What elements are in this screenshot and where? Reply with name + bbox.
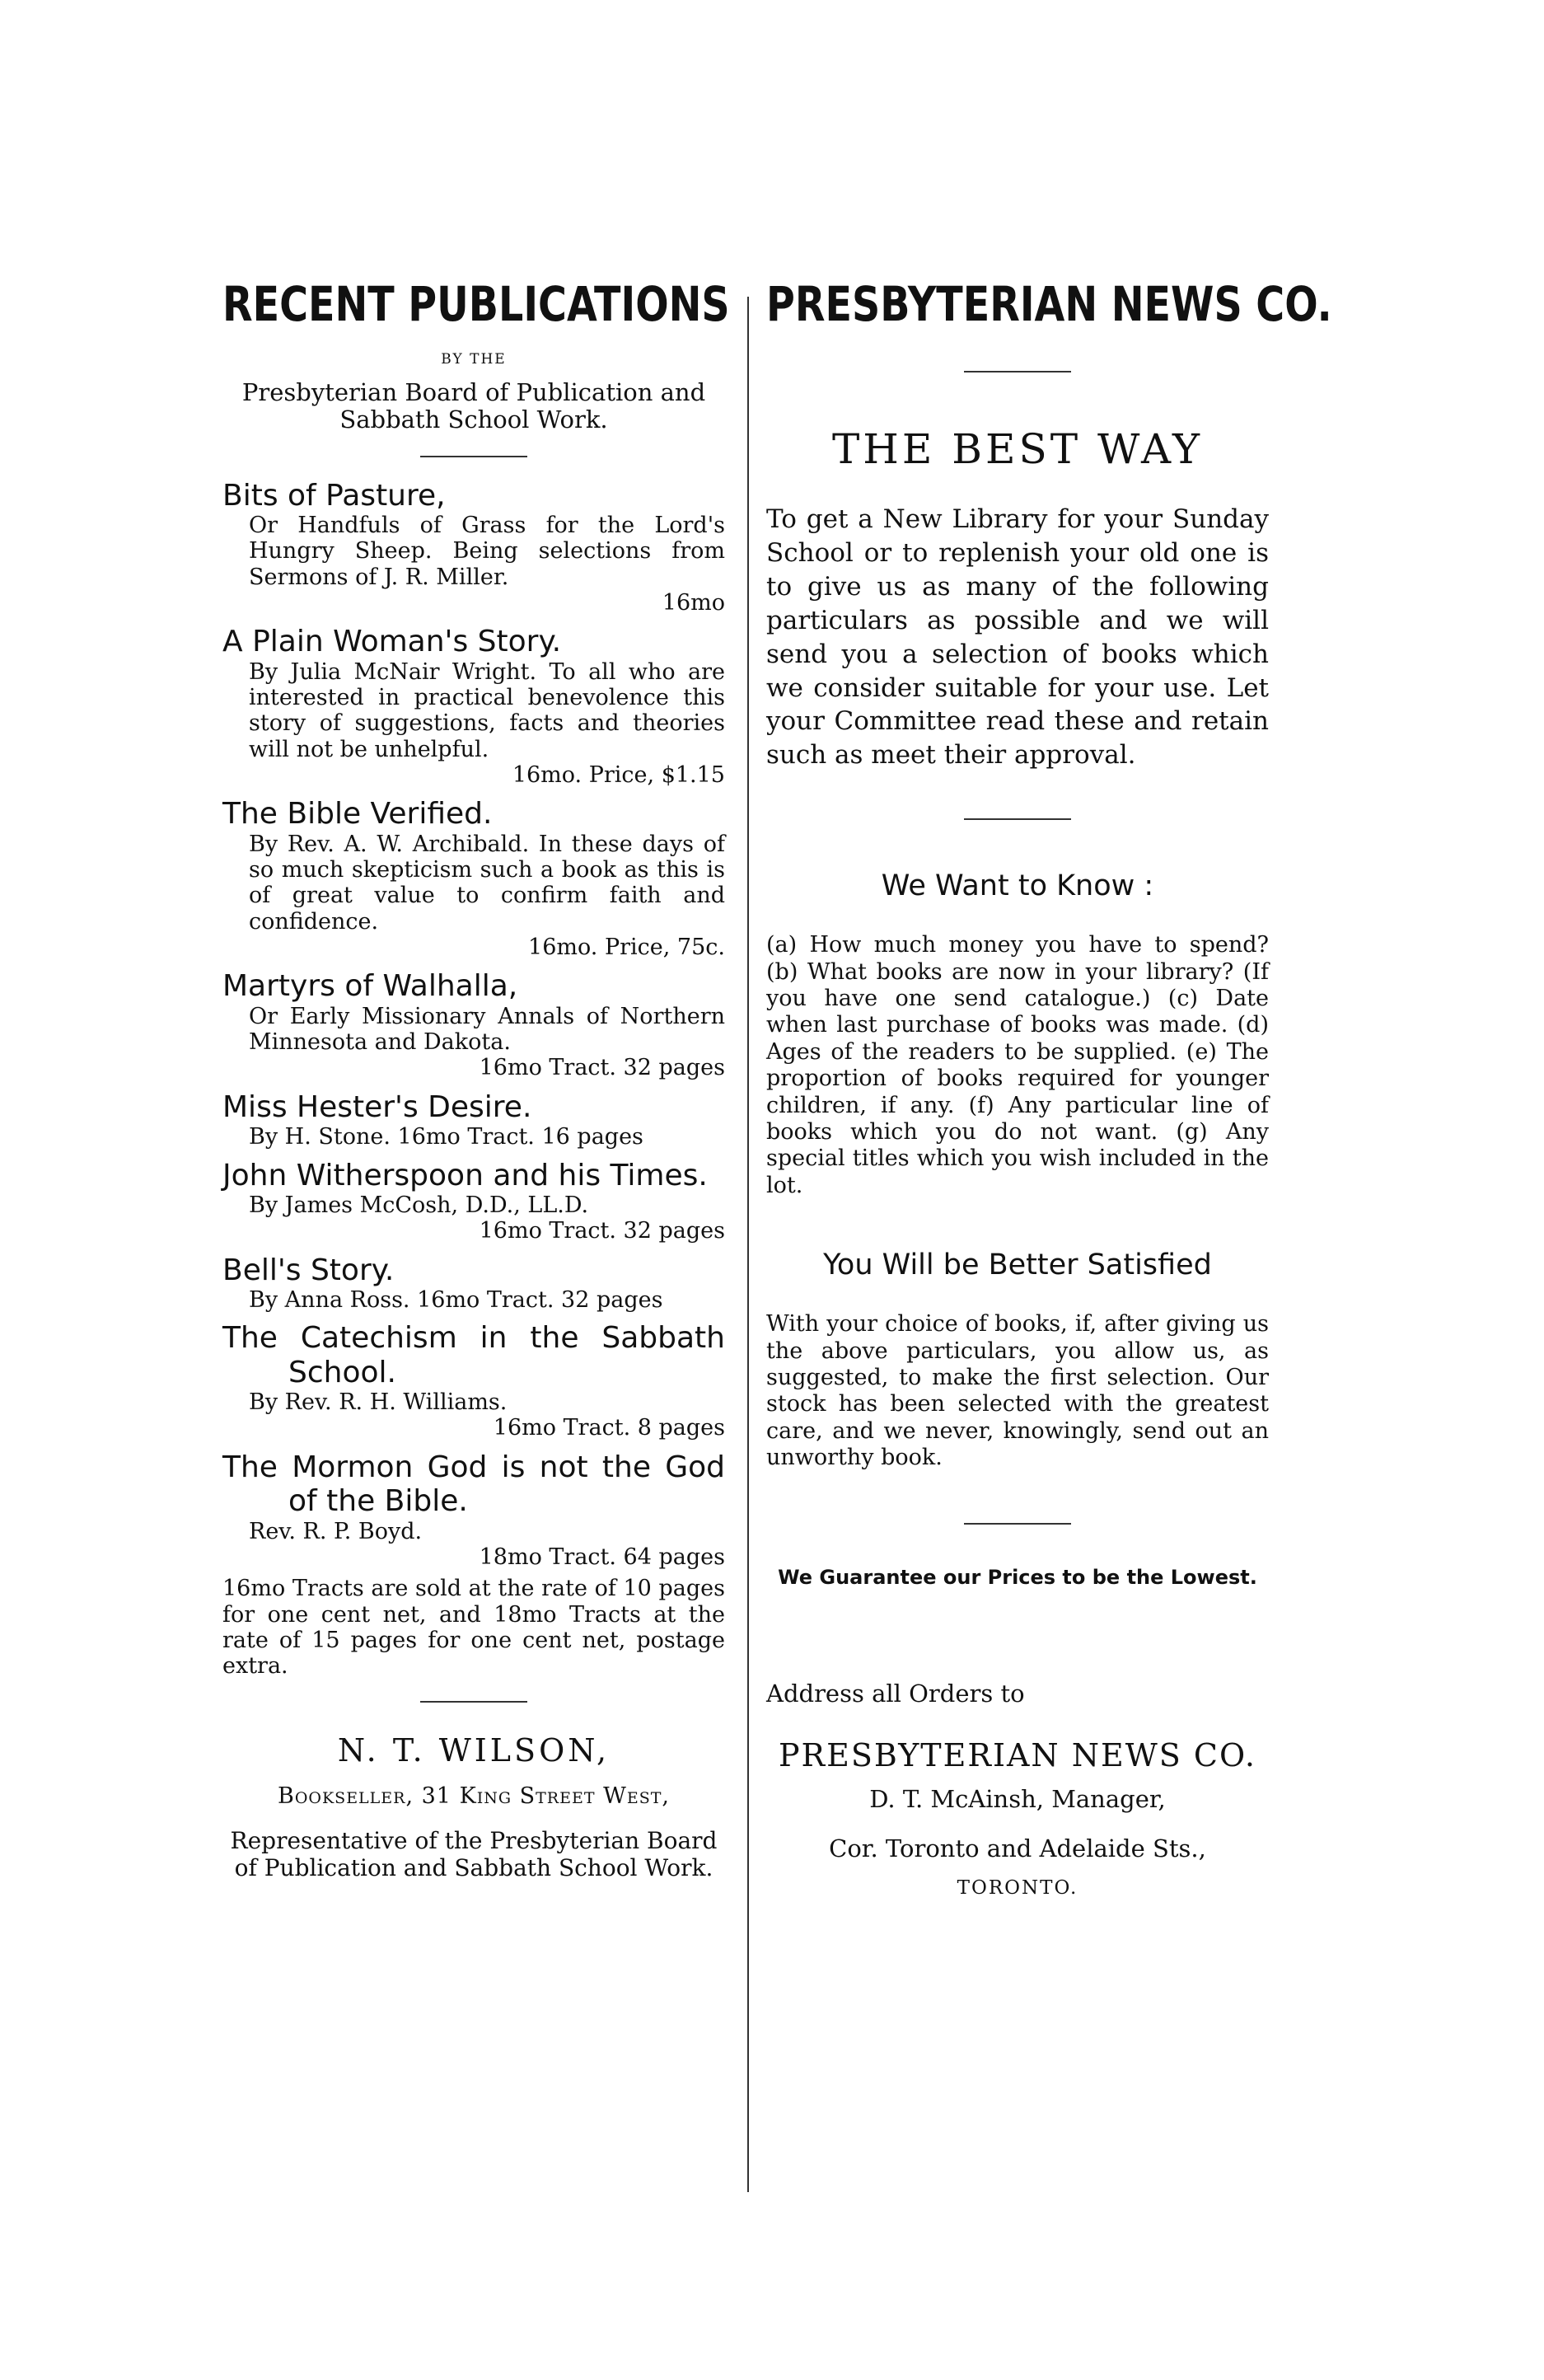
city-name: TORONTO. bbox=[957, 1876, 1078, 1899]
book-entry bbox=[222, 797, 725, 961]
divider bbox=[964, 1523, 1071, 1525]
want-to-know-heading: We Want to Know : bbox=[881, 869, 1154, 903]
right-headline: PRESBYTERIAN NEWS CO. bbox=[766, 276, 1332, 332]
price-guarantee: We Guarantee our Prices to be the Lowest. bbox=[778, 1565, 1257, 1589]
book-entry bbox=[222, 1159, 725, 1245]
manager-name: D. T. McAinsh, Manager, bbox=[869, 1784, 1166, 1813]
better-satisfied-text: With your choice of books, if, after giving us the above particulars, you allow us, as suggested, to make the first selection. Our stock has been selected with the greatest care, and we never, knowingly, send out an unworthy book. bbox=[766, 1311, 1269, 1471]
tract-pricing-note: 16mo Tracts are sold at the rate of 10 pages for one cent net, and 18mo Tracts at the rate of 15 pages for one cent net, postage extra. bbox=[222, 1576, 725, 1680]
book-format: 16mo. Price, 75c. bbox=[528, 935, 725, 961]
by-the-label: BY THE bbox=[441, 351, 507, 368]
book-description: By Rev. A. W. Archibald. In these days of so much skepticism such a book as this is of great value to confirm faith and confidence. bbox=[249, 831, 725, 935]
best-way-text: To get a New Library for your Sunday School or to replenish your old one is to give us as many of the following particulars as possible and we will send you a selection of books which we consider suitable for your use. Let your Committee read these and retain such as meet their approval. bbox=[766, 504, 1269, 771]
book-entry bbox=[222, 1321, 725, 1441]
book-description: Or Early Missionary Annals of Northern Minnesota and Dakota. bbox=[249, 1003, 725, 1056]
seller-address: Bookseller, 31 King Street West, bbox=[277, 1783, 670, 1809]
book-description: By James McCosh, D.D., LL.D. bbox=[249, 1192, 589, 1218]
seller-representative: Representative of the Presbyterian Board of Publication and Sabbath School Work. bbox=[230, 1826, 718, 1882]
book-title: The Mormon God is not the God of the Bible. bbox=[222, 1450, 725, 1519]
book-description: By Anna Ross. 16mo Tract. 32 pages bbox=[249, 1287, 663, 1314]
book-entry bbox=[222, 479, 725, 617]
book-description: Or Handfuls of Grass for the Lord's Hungry Sheep. Being selections from Sermons of J. R. Miller. bbox=[249, 513, 725, 590]
book-entry bbox=[222, 625, 725, 789]
seller-name: N. T. WILSON, bbox=[337, 1731, 611, 1769]
book-entry bbox=[222, 969, 725, 1081]
divider bbox=[420, 1701, 527, 1703]
book-description: By H. Stone. 16mo Tract. 16 pages bbox=[249, 1124, 643, 1150]
book-description: Rev. R. P. Boyd. bbox=[249, 1518, 423, 1544]
book-description: By Rev. R. H. Williams. bbox=[249, 1389, 508, 1416]
street-address: Cor. Toronto and Adelaide Sts., bbox=[829, 1834, 1206, 1862]
right-column bbox=[766, 276, 1332, 1899]
book-format: 16mo Tract. 32 pages bbox=[479, 1218, 725, 1244]
address-intro: Address all Orders to bbox=[766, 1679, 1025, 1708]
better-satisfied-heading: You Will be Better Satisfied bbox=[823, 1249, 1212, 1282]
book-entry bbox=[222, 1253, 725, 1314]
book-format: 18mo Tract. 64 pages bbox=[479, 1544, 725, 1570]
book-title: Bits of Pasture, bbox=[222, 478, 446, 513]
book-entry bbox=[222, 1450, 725, 1571]
book-format: 16mo bbox=[662, 590, 725, 616]
company-name: PRESBYTERIAN NEWS CO. bbox=[778, 1736, 1256, 1773]
book-description: By Julia McNair Wright. To all who are interested in practical benevolence this story of suggestions, facts and theories will not be unhelpful. bbox=[249, 658, 725, 762]
left-headline: RECENT PUBLICATIONS bbox=[222, 276, 730, 332]
book-entry bbox=[222, 1090, 725, 1150]
divider bbox=[964, 371, 1071, 372]
want-to-know-text: (a) How much money you have to spend? (b) What books are now in your library? (If you have one send catalogue.) (c) Date when last purchase of books was made. (d) Ages of the readers to be supplied. (e) The proportion of books required for younger children, if any. (f) Any particular line of books which you do not want. (g) Any special titles which you wish included in the lot. bbox=[766, 932, 1269, 1198]
book-title: Bell's Story. bbox=[222, 1253, 395, 1287]
divider bbox=[420, 456, 527, 457]
book-title: The Bible Verified. bbox=[222, 797, 493, 832]
book-title: The Catechism in the Sabbath School. bbox=[222, 1321, 725, 1389]
best-way-heading: THE BEST WAY bbox=[831, 425, 1204, 473]
book-title: A Plain Woman's Story. bbox=[222, 625, 562, 659]
book-title: Miss Hester's Desire. bbox=[222, 1089, 532, 1124]
left-column bbox=[222, 276, 730, 1882]
divider bbox=[964, 818, 1071, 820]
book-format: 16mo. Price, $1.15 bbox=[512, 762, 725, 789]
publisher-name: Presbyterian Board of Publication and Sabbath School Work. bbox=[241, 378, 706, 434]
book-format: 16mo Tract. 32 pages bbox=[479, 1055, 725, 1081]
column-divider bbox=[747, 297, 749, 2192]
book-format: 16mo Tract. 8 pages bbox=[493, 1415, 725, 1441]
book-title: John Witherspoon and his Times. bbox=[222, 1158, 708, 1192]
book-title: Martyrs of Walhalla, bbox=[222, 969, 518, 1004]
